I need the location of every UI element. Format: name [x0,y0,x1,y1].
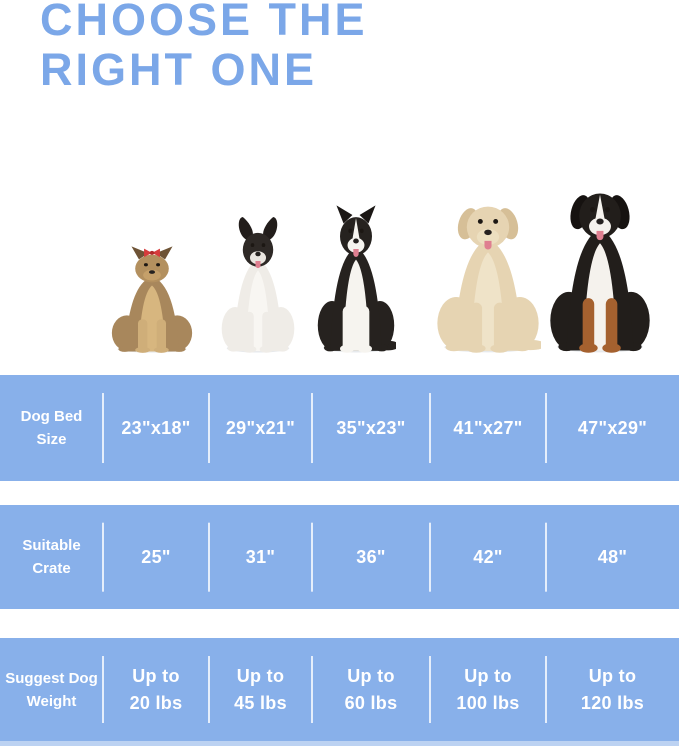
cell-text-line: 36" [356,546,386,567]
cell-suggest-dog-weight-2 [209,638,312,741]
cell-text-line: 60 lbs [344,692,398,713]
bottom-edge-strip [0,741,679,746]
cell-text-line: 45 lbs [234,692,287,713]
cell-text-line: 20 lbs [129,692,183,713]
table-row-dog-bed-size [0,375,679,481]
cell-text-line: 35"x23" [336,417,406,438]
cell-dog-bed-size-2 [209,375,312,481]
cell-text-line: 23"x18" [121,417,191,438]
cell-text-line: Size [36,431,67,448]
dog-labrador-retriever [435,186,541,353]
cell-text-line: 100 lbs [456,692,520,713]
cell-suitable-crate-3 [312,505,430,609]
cell-text-line: Suggest Dog [5,669,98,687]
cell-suggest-dog-weight-5 [546,638,679,741]
cell-text-line: Dog Bed [20,408,83,425]
cell-suitable-crate-4 [430,505,546,609]
cell-dog-bed-size-1 [103,375,209,481]
dog-yorkshire-terrier [110,241,194,353]
cell-dog-bed-size-3 [312,375,430,481]
cell-text-line: 120 lbs [580,692,645,713]
cell-text-line: Up to [347,665,395,686]
dog-bernese-mountain-dog [548,171,652,353]
cell-text-line: 31" [245,546,276,567]
dog-border-collie [316,198,396,353]
cell-suggest-dog-weight-3 [312,638,430,741]
table-row-suitable-crate [0,505,679,609]
row-label-suitable-crate [0,505,103,609]
cell-text-line: 48" [597,546,628,567]
row-label-dog-bed-size [0,375,103,481]
cell-text-line: 25" [141,546,171,567]
cell-text-line: Suitable [22,537,81,554]
table-row-suggest-dog-weight [0,638,679,741]
page-title-line-1: CHOOSE THE [40,0,368,45]
cell-dog-bed-size-5 [546,375,679,481]
cell-dog-bed-size-4 [430,375,546,481]
cell-suitable-crate-1 [103,505,209,609]
cell-text-line: Crate [32,560,71,577]
cell-text-line: 41"x27" [453,417,523,438]
row-label-suggest-dog-weight [0,638,103,741]
cell-text-line: Up to [588,665,637,686]
cell-suitable-crate-5 [546,505,679,609]
cell-text-line: Up to [236,665,285,686]
cell-suggest-dog-weight-1 [103,638,209,741]
cell-suggest-dog-weight-4 [430,638,546,741]
cell-text-line: 29"x21" [225,417,296,438]
cell-text-line: Up to [132,665,180,686]
cell-text-line: 47"x29" [577,417,648,438]
cell-text-line: Up to [464,665,512,686]
cell-text-line: 42" [473,546,503,567]
cell-text-line: Weight [26,692,77,710]
page-title-line-2: RIGHT ONE [40,44,318,95]
cell-suitable-crate-2 [209,505,312,609]
dog-french-bulldog [220,216,296,353]
